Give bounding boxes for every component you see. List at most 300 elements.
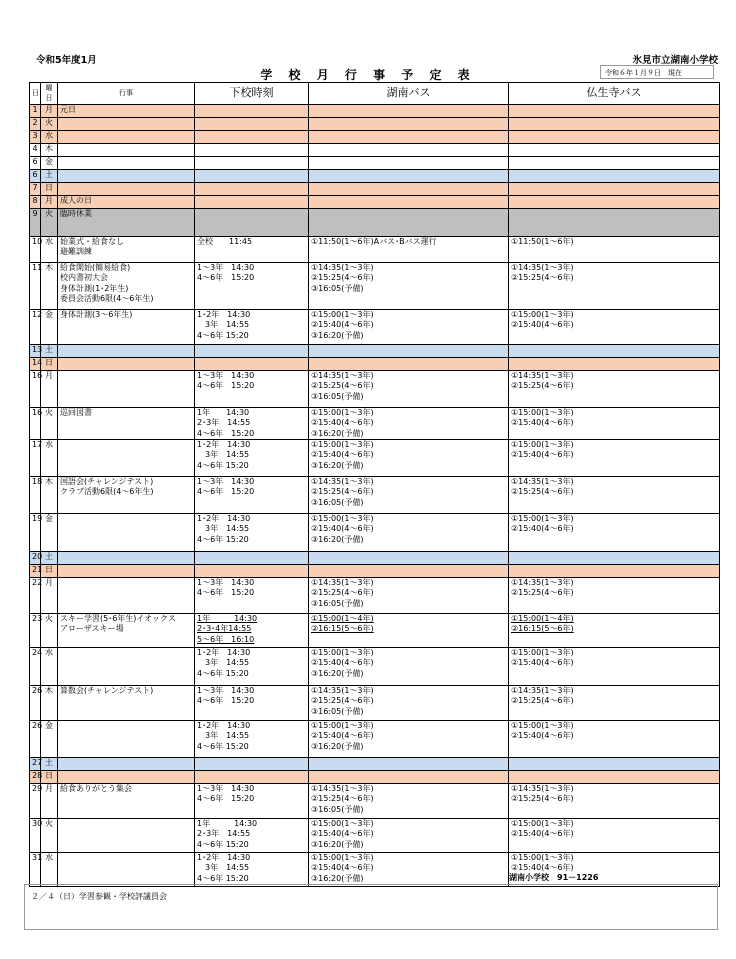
busshoji-bus-cell xyxy=(509,195,720,208)
dismissal-cell xyxy=(195,477,309,514)
konan-bus-line: ③16:05(予備) xyxy=(311,391,364,401)
table-row xyxy=(30,143,720,156)
event-line: 委員会活動6限(4～6年生) xyxy=(60,294,154,304)
dismissal-cell xyxy=(195,721,309,758)
event-cell xyxy=(58,721,195,758)
dismissal-line: 4～6年 15:20 xyxy=(197,534,249,544)
table-row xyxy=(30,236,720,262)
event-cell xyxy=(58,614,195,648)
konan-bus-cell xyxy=(309,552,509,565)
konan-bus-cell xyxy=(309,370,509,407)
dismissal-line: 4～6年 15:20 xyxy=(197,428,255,438)
busshoji-bus-line: ①15:00(1～3年) xyxy=(511,819,574,829)
dismissal-line: 3年 14:55 xyxy=(197,731,250,741)
konan-bus-cell xyxy=(309,819,509,853)
dismissal-line: 4～6年 15:20 xyxy=(197,460,249,470)
weekday-cell: 水 xyxy=(41,440,58,477)
dismissal-line: 4～6年 15:20 xyxy=(197,381,255,391)
konan-bus-line: ③16:20(予備) xyxy=(311,839,364,849)
event-cell xyxy=(58,357,195,370)
busshoji-bus-line: ①15:00(1～3年) xyxy=(511,721,574,731)
event-line: 避難訓練 xyxy=(60,247,92,257)
dismissal-line: 4～6年 15:20 xyxy=(197,873,249,883)
event-cell xyxy=(58,195,195,208)
notes-box xyxy=(24,884,718,930)
event-line: 身体計測(1･2年生) xyxy=(60,283,129,293)
table-row xyxy=(30,771,720,784)
busshoji-bus-cell xyxy=(509,552,720,565)
event-line: アローザスキー場 xyxy=(60,624,124,634)
dismissal-line: 1･2年 14:30 xyxy=(197,309,251,319)
dismissal-cell xyxy=(195,819,309,853)
table-row xyxy=(30,117,720,130)
busshoji-bus-line: ②15:40(4～6年) xyxy=(511,731,574,741)
dismissal-cell xyxy=(195,370,309,407)
busshoji-bus-line: ②15:40(4～6年) xyxy=(511,658,574,668)
dismissal-line: 1年 14:30 xyxy=(197,407,250,417)
event-line: スキー学習(5･6年生)イオックス xyxy=(60,614,176,624)
col-header-busshoji-bus: 仏生寺バス xyxy=(509,83,720,105)
konan-bus-cell xyxy=(309,117,509,130)
konan-bus-cell xyxy=(309,309,509,344)
table-row xyxy=(30,721,720,758)
table-row xyxy=(30,344,720,357)
table-row xyxy=(30,784,720,819)
event-cell xyxy=(58,208,195,236)
konan-bus-line: ③16:05(予備) xyxy=(311,706,364,716)
dismissal-line: 4～6年 15:20 xyxy=(197,273,255,283)
day-cell: 8 xyxy=(30,195,41,208)
dismissal-line: 1～3年 14:30 xyxy=(197,262,255,272)
table-row xyxy=(30,182,720,195)
day-cell: 20 xyxy=(30,552,41,565)
busshoji-bus-line: ②15:40(4～6年) xyxy=(511,450,574,460)
dismissal-line: 1～3年 14:30 xyxy=(197,477,255,487)
event-cell xyxy=(58,156,195,169)
event-line: 校内書初大会 xyxy=(60,273,108,283)
weekday-cell: 月 xyxy=(41,784,58,819)
konan-bus-line: ③16:05(予備) xyxy=(311,283,364,293)
weekday-cell: 月 xyxy=(41,370,58,407)
day-cell: 4 xyxy=(30,143,41,156)
weekday-cell: 金 xyxy=(41,514,58,552)
dismissal-line: 4～6年 15:20 xyxy=(197,741,249,751)
busshoji-bus-cell xyxy=(509,440,720,477)
konan-bus-cell xyxy=(309,407,509,439)
event-line: クラブ活動6限(4～6年生) xyxy=(60,487,154,497)
day-cell: 19 xyxy=(30,514,41,552)
busshoji-bus-line: ②15:25(4～6年) xyxy=(511,487,574,497)
dismissal-cell xyxy=(195,440,309,477)
table-row xyxy=(30,208,720,236)
busshoji-bus-cell xyxy=(509,344,720,357)
day-cell: 7 xyxy=(30,182,41,195)
as-of-date: 令和６年１月９日 現在 xyxy=(600,65,714,79)
table-row xyxy=(30,407,720,439)
busshoji-bus-line: ①11:50(1～6年) xyxy=(511,236,574,246)
konan-bus-line: ②15:40(4～6年) xyxy=(311,829,374,839)
busshoji-bus-cell xyxy=(509,370,720,407)
dismissal-cell xyxy=(195,771,309,784)
event-cell xyxy=(58,686,195,721)
busshoji-bus-line: ①14:35(1～3年) xyxy=(511,477,574,487)
event-cell xyxy=(58,514,195,552)
busshoji-bus-line: ②15:40(4～6年) xyxy=(511,320,574,330)
konan-bus-line: ③16:20(予備) xyxy=(311,534,364,544)
busshoji-bus-line: ②15:40(4～6年) xyxy=(511,418,574,428)
dismissal-line: 4～6年 15:20 xyxy=(197,794,255,804)
busshoji-bus-cell xyxy=(509,771,720,784)
konan-bus-line: ③16:20(予備) xyxy=(311,460,364,470)
weekday-cell: 金 xyxy=(41,309,58,344)
weekday-cell: 土 xyxy=(41,344,58,357)
event-cell xyxy=(58,182,195,195)
weekday-cell: 火 xyxy=(41,407,58,439)
konan-bus-line: ①15:00(1～3年) xyxy=(311,440,374,450)
weekday-cell: 水 xyxy=(41,853,58,887)
event-cell xyxy=(58,407,195,439)
busshoji-bus-cell xyxy=(509,477,720,514)
busshoji-bus-line: ①14:35(1～3年) xyxy=(511,262,574,272)
busshoji-bus-line: ②15:25(4～6年) xyxy=(511,273,574,283)
dismissal-cell xyxy=(195,758,309,771)
weekday-cell: 土 xyxy=(41,169,58,182)
table-row xyxy=(30,758,720,771)
busshoji-bus-cell xyxy=(509,169,720,182)
weekday-cell: 金 xyxy=(41,721,58,758)
dismissal-cell xyxy=(195,565,309,578)
day-cell: 27 xyxy=(30,758,41,771)
dismissal-cell xyxy=(195,208,309,236)
busshoji-bus-cell xyxy=(509,236,720,262)
busshoji-bus-cell xyxy=(509,117,720,130)
weekday-cell: 日 xyxy=(41,357,58,370)
konan-bus-line: ②15:40(4～6年) xyxy=(311,320,374,330)
konan-bus-cell xyxy=(309,614,509,648)
day-cell: 13 xyxy=(30,344,41,357)
konan-bus-line: ①15:00(1～3年) xyxy=(311,648,374,658)
busshoji-bus-cell xyxy=(509,514,720,552)
busshoji-bus-cell xyxy=(509,648,720,686)
dismissal-line: 1～3年 14:30 xyxy=(197,370,255,380)
konan-bus-cell xyxy=(309,514,509,552)
busshoji-bus-line: ①15:00(1～3年) xyxy=(511,853,574,863)
dismissal-cell xyxy=(195,344,309,357)
event-cell xyxy=(58,853,195,887)
table-row xyxy=(30,370,720,407)
dismissal-cell xyxy=(195,686,309,721)
dismissal-line: 全校 11:45 xyxy=(197,236,253,246)
konan-bus-line: ①15:00(1～3年) xyxy=(311,514,374,524)
busshoji-bus-cell xyxy=(509,721,720,758)
day-cell: 30 xyxy=(30,819,41,853)
event-line: 身体計測(3～6年生) xyxy=(60,309,133,319)
konan-bus-line: ①14:35(1～3年) xyxy=(311,784,374,794)
table-row xyxy=(30,169,720,182)
dismissal-line: 2･3年 14:55 xyxy=(197,829,251,839)
konan-bus-line: ③16:20(予備) xyxy=(311,873,364,883)
konan-bus-cell xyxy=(309,195,509,208)
busshoji-bus-cell xyxy=(509,104,720,117)
konan-bus-cell xyxy=(309,565,509,578)
event-cell xyxy=(58,236,195,262)
dismissal-line: 2･3･4年14:55 xyxy=(197,624,252,634)
dismissal-cell xyxy=(195,156,309,169)
day-cell: 22 xyxy=(30,578,41,614)
table-row xyxy=(30,552,720,565)
konan-bus-line: ③16:05(予備) xyxy=(311,497,364,507)
table-header-row xyxy=(30,83,720,105)
dismissal-cell xyxy=(195,648,309,686)
busshoji-bus-line: ②15:40(4～6年) xyxy=(511,863,574,873)
konan-bus-line: ①15:00(1～3年) xyxy=(311,407,374,417)
table-row xyxy=(30,477,720,514)
konan-bus-line: ②15:25(4～6年) xyxy=(311,487,374,497)
event-line: 給食ありがとう集会 xyxy=(60,784,132,794)
konan-bus-line: ①15:00(1～3年) xyxy=(311,819,374,829)
weekday-cell: 月 xyxy=(41,104,58,117)
konan-bus-line: ①14:35(1～3年) xyxy=(311,370,374,380)
weekday-cell: 火 xyxy=(41,819,58,853)
busshoji-bus-cell xyxy=(509,614,720,648)
col-header-konan-bus: 湖南バス xyxy=(309,83,509,105)
event-cell xyxy=(58,143,195,156)
dismissal-cell xyxy=(195,552,309,565)
dismissal-cell xyxy=(195,262,309,309)
dismissal-line: 5～6年 16:10 xyxy=(197,634,255,644)
weekday-cell: 土 xyxy=(41,758,58,771)
day-cell: 28 xyxy=(30,771,41,784)
busshoji-bus-cell xyxy=(509,578,720,614)
busshoji-bus-line: ②15:25(4～6年) xyxy=(511,794,574,804)
day-cell: 12 xyxy=(30,309,41,344)
weekday-cell: 木 xyxy=(41,262,58,309)
busshoji-bus-cell xyxy=(509,686,720,721)
konan-bus-line: ①14:35(1～3年) xyxy=(311,686,374,696)
event-cell xyxy=(58,578,195,614)
day-cell: 24 xyxy=(30,648,41,686)
day-cell: 23 xyxy=(30,614,41,648)
event-line: 成人の日 xyxy=(60,195,92,205)
event-cell xyxy=(58,309,195,344)
dismissal-line: 2･3年 14:55 xyxy=(197,418,251,428)
konan-bus-line: ①11:50(1～6年)Aバス･Bバス運行 xyxy=(311,236,437,246)
busshoji-bus-line: ①14:35(1～3年) xyxy=(511,686,574,696)
day-cell: 21 xyxy=(30,565,41,578)
dismissal-cell xyxy=(195,357,309,370)
table-row xyxy=(30,195,720,208)
konan-bus-line: ②15:40(4～6年) xyxy=(311,658,374,668)
day-cell: 10 xyxy=(30,236,41,262)
weekday-cell: 日 xyxy=(41,771,58,784)
busshoji-bus-cell xyxy=(509,357,720,370)
weekday-cell: 月 xyxy=(41,578,58,614)
event-cell xyxy=(58,758,195,771)
day-cell: 16 xyxy=(30,370,41,407)
table-row xyxy=(30,156,720,169)
dismissal-line: 4～6年 15:20 xyxy=(197,330,249,340)
dismissal-line: 3年 14:55 xyxy=(197,524,250,534)
konan-bus-cell xyxy=(309,440,509,477)
konan-bus-line: ②15:25(4～6年) xyxy=(311,588,374,598)
busshoji-bus-line: ①15:00(1～3年) xyxy=(511,309,574,319)
dismissal-cell xyxy=(195,182,309,195)
dismissal-cell xyxy=(195,614,309,648)
dismissal-line: 1年 14:30 xyxy=(197,614,258,624)
table-row xyxy=(30,514,720,552)
dismissal-line: 1･2年 14:30 xyxy=(197,853,251,863)
busshoji-bus-cell xyxy=(509,182,720,195)
busshoji-bus-cell xyxy=(509,309,720,344)
busshoji-bus-line: ①15:00(1～4年) xyxy=(511,614,574,624)
table-row xyxy=(30,819,720,853)
konan-bus-line: ③16:20(予備) xyxy=(311,668,364,678)
konan-bus-cell xyxy=(309,477,509,514)
weekday-cell: 土 xyxy=(41,552,58,565)
event-line: 巡回図書 xyxy=(60,407,92,417)
event-line: 給食開始(簡易給食) xyxy=(60,262,131,272)
konan-bus-line: ②15:40(4～6年) xyxy=(311,731,374,741)
event-cell xyxy=(58,440,195,477)
dismissal-line: 4～6年 15:20 xyxy=(197,696,255,706)
event-cell xyxy=(58,130,195,143)
konan-bus-line: ①15:00(1～3年) xyxy=(311,853,374,863)
weekday-cell: 木 xyxy=(41,686,58,721)
konan-bus-cell xyxy=(309,578,509,614)
dismissal-line: 3年 14:55 xyxy=(197,863,250,873)
dismissal-cell xyxy=(195,407,309,439)
konan-bus-line: ③16:20(予備) xyxy=(311,428,364,438)
konan-bus-cell xyxy=(309,143,509,156)
weekday-cell: 火 xyxy=(41,208,58,236)
table-row xyxy=(30,578,720,614)
dismissal-cell xyxy=(195,117,309,130)
note-text: ２／４（日）学習参観・学校評議員会 xyxy=(31,892,167,901)
dismissal-cell xyxy=(195,514,309,552)
event-line: 始業式・給食なし xyxy=(60,236,124,246)
dismissal-cell xyxy=(195,853,309,887)
konan-bus-line: ②15:25(4～6年) xyxy=(311,696,374,706)
event-line: 元日 xyxy=(60,104,76,114)
konan-bus-line: ②15:25(4～6年) xyxy=(311,273,374,283)
konan-bus-cell xyxy=(309,344,509,357)
busshoji-bus-cell xyxy=(509,565,720,578)
day-cell: 2 xyxy=(30,117,41,130)
table-row xyxy=(30,686,720,721)
dismissal-line: 4～6年 15:20 xyxy=(197,487,255,497)
dismissal-cell xyxy=(195,195,309,208)
dismissal-line: 3年 14:55 xyxy=(197,320,250,330)
event-cell xyxy=(58,784,195,819)
busshoji-bus-cell xyxy=(509,758,720,771)
busshoji-bus-cell xyxy=(509,407,720,439)
weekday-cell: 金 xyxy=(41,156,58,169)
konan-bus-cell xyxy=(309,262,509,309)
konan-bus-cell xyxy=(309,758,509,771)
konan-bus-cell xyxy=(309,104,509,117)
dismissal-cell xyxy=(195,578,309,614)
day-cell: 31 xyxy=(30,853,41,887)
school-name: 氷見市立湖南小学校 xyxy=(632,55,718,66)
dismissal-cell xyxy=(195,784,309,819)
table-row xyxy=(30,262,720,309)
table-row xyxy=(30,648,720,686)
dismissal-cell xyxy=(195,130,309,143)
schedule-table xyxy=(29,82,720,887)
dismissal-line: 4～6年 15:20 xyxy=(197,588,255,598)
day-cell: 6 xyxy=(30,156,41,169)
busshoji-bus-line: ②15:25(4～6年) xyxy=(511,696,574,706)
day-cell: 11 xyxy=(30,262,41,309)
table-row xyxy=(30,853,720,887)
event-cell xyxy=(58,819,195,853)
konan-bus-line: ③16:20(予備) xyxy=(311,741,364,751)
weekday-cell: 月 xyxy=(41,195,58,208)
dismissal-line: 3年 14:55 xyxy=(197,450,250,460)
fiscal-month: 令和5年度1月 xyxy=(36,55,97,66)
table-row xyxy=(30,130,720,143)
konan-bus-line: ①14:35(1～3年) xyxy=(311,262,374,272)
day-cell: 1 xyxy=(30,104,41,117)
contact-phone: 湖南小学校 91－1226 xyxy=(509,873,599,882)
konan-bus-line: ②15:25(4～6年) xyxy=(311,381,374,391)
table-row xyxy=(30,614,720,648)
event-cell xyxy=(58,552,195,565)
busshoji-bus-line: ①14:35(1～3年) xyxy=(511,784,574,794)
event-cell xyxy=(58,104,195,117)
busshoji-bus-line: ②15:25(4～6年) xyxy=(511,381,574,391)
table-row xyxy=(30,440,720,477)
konan-bus-cell xyxy=(309,721,509,758)
konan-bus-line: ①14:35(1～3年) xyxy=(311,578,374,588)
busshoji-bus-cell xyxy=(509,262,720,309)
weekday-cell: 火 xyxy=(41,614,58,648)
konan-bus-cell xyxy=(309,130,509,143)
konan-bus-cell xyxy=(309,648,509,686)
day-cell: 17 xyxy=(30,440,41,477)
col-header-weekday: 曜日 xyxy=(41,83,58,105)
konan-bus-line: ②16:15(5～6年) xyxy=(311,624,374,634)
konan-bus-cell xyxy=(309,357,509,370)
weekday-cell: 木 xyxy=(41,477,58,514)
dismissal-line: 1～3年 14:30 xyxy=(197,578,255,588)
event-line: 国語会(チャレンジテスト) xyxy=(60,477,154,487)
page-title: 学 校 月 行 事 予 定 表 xyxy=(260,68,476,82)
day-cell: 14 xyxy=(30,357,41,370)
table-row xyxy=(30,357,720,370)
dismissal-line: 1年 14:30 xyxy=(197,819,258,829)
konan-bus-cell xyxy=(309,169,509,182)
event-line: 臨時休業 xyxy=(60,208,92,218)
day-cell: 26 xyxy=(30,686,41,721)
konan-bus-cell xyxy=(309,208,509,236)
konan-bus-line: ②15:40(4～6年) xyxy=(311,524,374,534)
busshoji-bus-line: ①15:00(1～3年) xyxy=(511,514,574,524)
konan-bus-cell xyxy=(309,784,509,819)
weekday-cell: 日 xyxy=(41,182,58,195)
dismissal-cell xyxy=(195,309,309,344)
busshoji-bus-line: ②15:40(4～6年) xyxy=(511,524,574,534)
dismissal-line: 1･2年 14:30 xyxy=(197,440,251,450)
col-header-event: 行事 xyxy=(58,83,195,105)
dismissal-line: 1～3年 14:30 xyxy=(197,686,255,696)
weekday-cell: 水 xyxy=(41,130,58,143)
day-cell: 16 xyxy=(30,407,41,439)
event-line: 算数会(チャレンジテスト) xyxy=(60,686,154,696)
day-cell: 6 xyxy=(30,169,41,182)
busshoji-bus-cell xyxy=(509,784,720,819)
busshoji-bus-cell xyxy=(509,143,720,156)
